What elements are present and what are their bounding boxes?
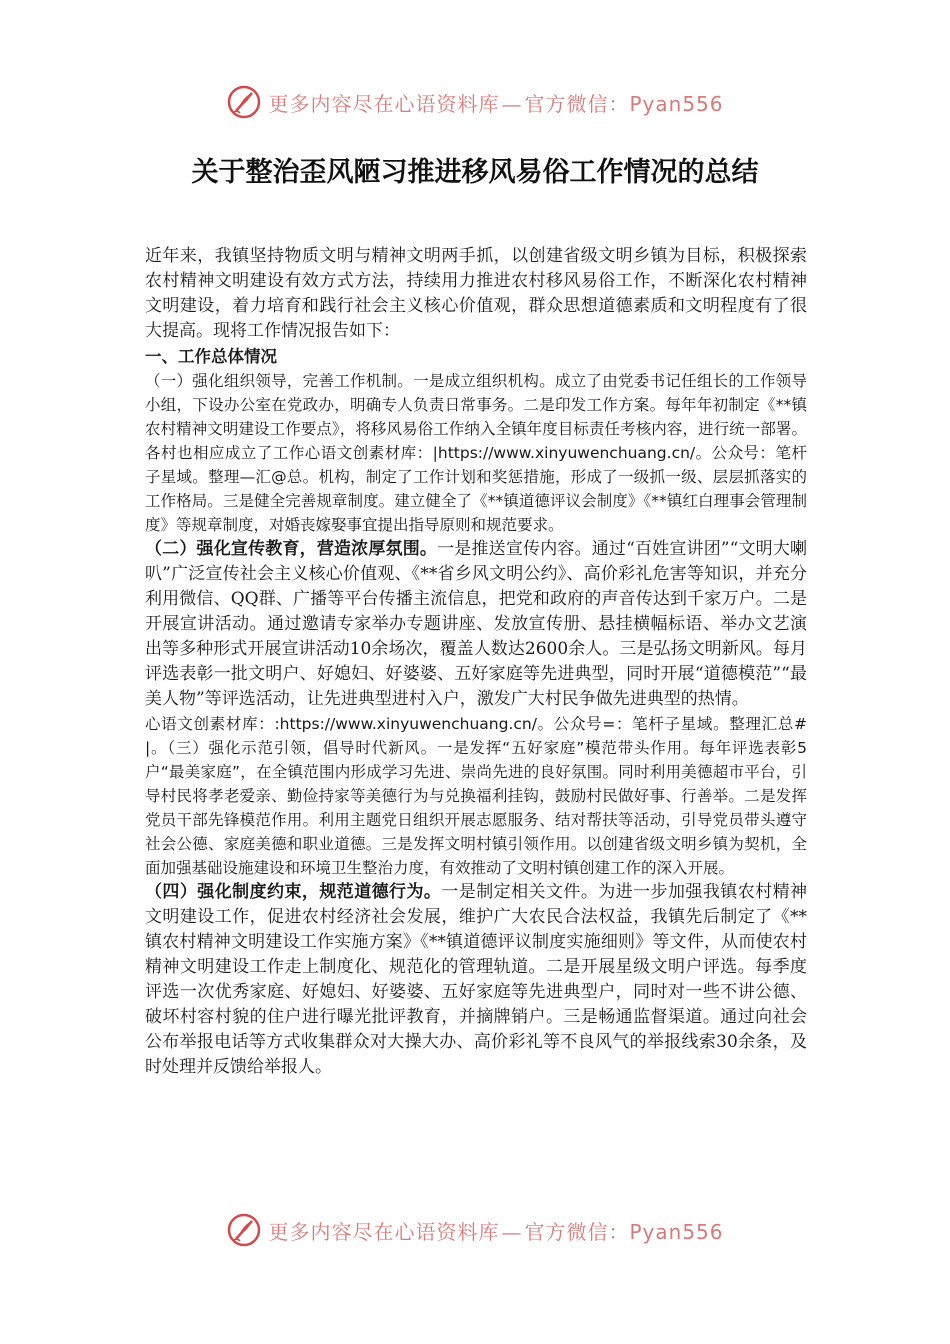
subsection-4-body: 一是制定相关文件。为进一步加强我镇农村精神文明建设工作，促进农村经济社会发展，维护广大农民合法权益，我镇先后制定了《**镇农村精神文明建设工作实施方案》《**镇道德评议制度实施细则》等文件，从而使农村精神文明建设工作走上制度化、规范化的管理轨道。二是开展星级文明户评选。每季度评选一次优秀家庭、好媳妇、好婆婆、五好家庭等先进典型户，同时对一些不讲公德、破坏村容村貌的住户进行曝光批评教育，并摘牌销户。三是畅通监督渠道。通过向社会公布举报电话等方式收集群众对大操大办、高价彩礼等不良风气的举报线索30余条，及时处理并反馈给举报人。	[145, 882, 808, 1077]
quill-logo-icon	[226, 84, 262, 120]
subsection-4	[145, 880, 807, 1080]
banner-text: 更多内容尽在心语资料库 — 官方微信：Pyan556	[268, 91, 724, 116]
footer-banner	[0, 1208, 950, 1252]
intro-paragraph: 近年来，我镇坚持物质文明与精神文明两手抓，以创建省级文明乡镇为目标，积极探索农村精神文明建设有效方式方法，持续用力推进农村移风易俗工作，不断深化农村精神文明建设，着力培育和践行社会主义核心价值观，群众思想道德素质和文明程度有了很大提高。现将工作情况报告如下：	[145, 246, 807, 341]
banner-text: 更多内容尽在心语资料库 — 官方微信：Pyan556	[268, 1219, 724, 1244]
header-banner	[0, 80, 950, 124]
subsection-2-body: 一是推送宣传内容。通过“百姓宣讲团”“文明大喇叭”广泛宣传社会主义核心价值观、《**省乡风文明公约》、高价彩礼危害等知识，并充分利用微信、QQ群、广播等平台传播主流信息，把党和政府的声音传达到千家万户。二是开展宣讲活动。通过邀请专家举办专题讲座、发放宣传册、悬挂横幅标语、举办文艺演出等多种形式开展宣讲活动10余场次，覆盖人数达2600余人。三是弘扬文明新风。每月评选表彰一批文明户、好媳妇、好婆婆、五好家庭等先进典型，同时开展“道德模范”“最美人物”等评选活动，让先进典型进村入户，激发广大村民争做先进典型的热情。	[145, 539, 808, 709]
section-heading: 一、工作总体情况	[145, 347, 277, 366]
subsection-2	[145, 537, 807, 712]
subsection-4-heading: （四）强化制度约束，规范道德行为。	[145, 882, 442, 902]
subsection-1-body: 一是成立组织机构。成立了由党委书记任组长的工作领导小组，下设办公室在党政办，明确专人负责日常事务。二是印发工作方案。每年年初制定《**镇农村精神文明建设工作要点》，将移风易俗工作纳入全镇年度目标责任考核内容，进行统一部署。各村也相应成立了工作心语文创素材库：|https://www.xinyuwenchuang.cn/。公众号：笔杆子星域。整理—汇@总。机构，制定了工作计划和奖惩措施，形成了一级抓一级、层层抓落实的工作格局。三是健全完善规章制度。建立健全了《**镇道德评议会制度》《**镇红白理事会管理制度》等规章制度，对婚丧嫁娶事宜提出指导原则和规范要求。	[145, 372, 807, 534]
document-body	[145, 244, 807, 1080]
quill-logo-icon	[226, 1212, 262, 1248]
subsection-2-heading: （二）强化宣传教育，营造浓厚氛围。	[145, 539, 438, 559]
subsection-3: 心语文创素材库：:https://www.xinyuwenchuang.cn/。公众号=：笔杆子星域。整理汇总#|。（三）强化示范引领，倡导时代新风。一是发挥“五好家庭”模范带头作用。每年评选表彰5户“最美家庭”，在全镇范围内形成学习先进、崇尚先进的良好氛围。同时利用美德超市平台，引导村民将孝老爱亲、勤俭持家等美德行为与兑换福利挂钩，鼓励村民做好事、行善举。二是发挥党员干部先锋模范作用。利用主题党日组织开展志愿服务、结对帮扶等活动，引导党员带头遵守社会公德、家庭美德和职业道德。三是发挥文明村镇引领作用。以创建省级文明乡镇为契机，全面加强基础设施建设和环境卫生整治力度，有效推动了文明村镇创建工作的深入开展。	[145, 715, 807, 877]
document-title: 关于整治歪风陋习推进移风易俗工作情况的总结	[191, 157, 759, 188]
subsection-1-heading: （一）强化组织领导，完善工作机制。	[145, 372, 414, 390]
subsection-1	[145, 369, 807, 537]
